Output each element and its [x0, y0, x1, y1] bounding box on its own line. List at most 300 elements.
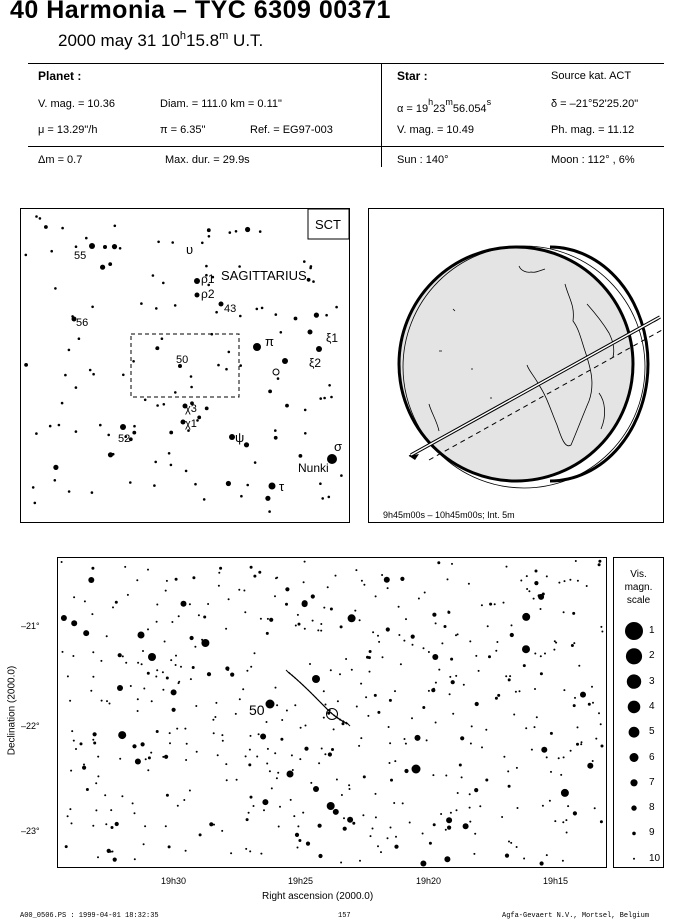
- detail-star: [570, 750, 572, 752]
- detail-star: [470, 743, 472, 745]
- detail-star: [481, 604, 483, 606]
- detail-star: [575, 560, 577, 562]
- finder-star: [203, 498, 206, 501]
- detail-star: [323, 607, 325, 609]
- detail-star: [474, 788, 478, 792]
- detail-star: [449, 693, 451, 695]
- detail-star: [119, 758, 121, 760]
- detail-star: [574, 697, 576, 699]
- detail-star: [132, 802, 134, 804]
- detail-star: [263, 809, 265, 811]
- detail-star: [298, 839, 301, 842]
- finder-bright-star: [219, 302, 224, 307]
- detail-star: [375, 816, 377, 818]
- finder-star: [54, 479, 57, 482]
- detail-star: [387, 587, 389, 589]
- detail-star: [588, 703, 591, 706]
- detail-star: [246, 670, 248, 672]
- detail-star: [455, 634, 457, 636]
- detail-star: [460, 736, 464, 740]
- detail-star: [137, 698, 139, 700]
- y-tick-label: –22°: [21, 721, 40, 731]
- detail-star: [110, 809, 112, 811]
- detail-star: [147, 569, 149, 571]
- finder-star: [54, 287, 57, 290]
- detail-star: [444, 856, 450, 862]
- detail-star: [69, 700, 71, 702]
- detail-star: [432, 774, 434, 776]
- finder-star: [330, 396, 333, 399]
- detail-star: [134, 812, 136, 814]
- finder-star: [119, 247, 122, 250]
- detail-star: [435, 622, 437, 624]
- detail-star: [92, 825, 94, 827]
- scale-label: 8: [649, 802, 655, 814]
- detail-star: [501, 816, 503, 818]
- detail-star: [409, 822, 411, 824]
- finder-star: [78, 337, 81, 340]
- detail-star: [534, 581, 538, 585]
- finder-star: [50, 250, 53, 253]
- finder-star: [156, 346, 160, 350]
- detail-star: [359, 860, 361, 862]
- detail-star: [360, 683, 362, 685]
- detail-star: [573, 704, 576, 707]
- detail-star: [381, 574, 383, 576]
- star-label-rho2: ρ2: [201, 287, 215, 301]
- detail-star: [192, 576, 195, 579]
- detail-star: [113, 858, 117, 862]
- finder-star: [268, 510, 271, 513]
- detail-star: [275, 687, 277, 689]
- detail-star: [511, 624, 513, 626]
- detail-star: [563, 756, 565, 758]
- detail-star: [69, 808, 71, 810]
- detail-star: [97, 756, 99, 758]
- detail-star: [540, 672, 543, 675]
- detail-star: [196, 751, 198, 753]
- detail-star: [569, 579, 571, 581]
- finder-star: [314, 313, 319, 318]
- detail-star: [452, 713, 454, 715]
- detail-star: [166, 677, 169, 680]
- detail-star: [88, 577, 94, 583]
- detail-star: [487, 625, 489, 627]
- detail-star: [312, 675, 320, 683]
- finder-star: [228, 351, 231, 354]
- detail-star: [405, 618, 407, 620]
- finder-star: [44, 225, 48, 229]
- detail-star: [336, 779, 338, 781]
- finder-star: [304, 432, 307, 435]
- finder-star: [53, 465, 58, 470]
- detail-star: [331, 748, 334, 751]
- detail-star: [141, 742, 145, 746]
- finder-star: [129, 481, 132, 484]
- detail-star: [318, 854, 322, 858]
- finder-star: [277, 377, 280, 380]
- footer-publisher: Agfa-Gevaert N.V., Mortsel, Belgium: [502, 912, 650, 920]
- detail-star: [522, 645, 530, 653]
- detail-star: [377, 635, 379, 637]
- detail-star: [62, 651, 64, 653]
- detail-star: [488, 655, 491, 658]
- detail-star: [394, 845, 398, 849]
- detail-star: [356, 706, 358, 708]
- finder-star: [108, 262, 112, 266]
- detail-star: [274, 752, 276, 754]
- finder-star: [312, 280, 315, 283]
- finder-star: [162, 282, 165, 285]
- finder-star: [239, 364, 242, 367]
- detail-star: [302, 812, 304, 814]
- detail-star: [554, 820, 556, 822]
- detail-star: [404, 769, 408, 773]
- finder-star: [274, 436, 278, 440]
- detail-star: [201, 639, 209, 647]
- detail-star: [302, 600, 308, 606]
- finder-bright-star: [194, 278, 200, 284]
- detail-star: [540, 655, 542, 657]
- detail-star: [127, 594, 129, 596]
- finder-star: [35, 215, 38, 218]
- detail-star: [80, 742, 83, 745]
- finder-star: [229, 231, 232, 234]
- finder-star: [39, 217, 42, 220]
- detail-star: [199, 833, 202, 836]
- detail-star: [423, 647, 425, 649]
- detail-star: [266, 763, 268, 765]
- detail-star: [594, 807, 596, 809]
- detail-star: [479, 805, 481, 807]
- finder-star: [328, 496, 331, 499]
- detail-star: [418, 598, 420, 600]
- table-column-divider: [381, 63, 382, 167]
- detail-star: [150, 752, 152, 754]
- detail-star: [509, 675, 511, 677]
- finder-star: [294, 317, 298, 321]
- detail-star: [441, 642, 443, 644]
- star-vmag: V. mag. = 10.49: [397, 124, 474, 136]
- scale-label: 5: [649, 726, 655, 738]
- detail-star: [228, 598, 230, 600]
- detail-star: [450, 812, 452, 814]
- detail-star: [516, 846, 518, 848]
- constellation-name: SAGITTARIUS: [221, 268, 307, 283]
- detail-star: [340, 625, 343, 628]
- detail-star: [538, 594, 541, 597]
- y-tick-label: –21°: [21, 621, 40, 631]
- scale-label: 1: [649, 625, 655, 636]
- finder-star: [335, 306, 338, 309]
- detail-star: [481, 746, 483, 748]
- detail-star: [185, 759, 187, 761]
- finder-star: [254, 461, 257, 464]
- finder-star: [245, 227, 250, 232]
- finder-bright-star: [103, 245, 107, 249]
- detail-star: [578, 665, 580, 667]
- detail-star: [304, 747, 308, 751]
- finder-star: [323, 397, 326, 400]
- detail-star: [189, 603, 191, 605]
- detail-star: [310, 782, 312, 784]
- finder-star: [174, 391, 177, 394]
- detail-star: [304, 561, 306, 563]
- detail-star: [352, 822, 355, 825]
- detail-star: [494, 603, 496, 605]
- finder-star: [85, 237, 88, 240]
- detail-star: [95, 809, 97, 811]
- detail-star: [274, 595, 276, 597]
- detail-star: [445, 829, 447, 831]
- detail-star: [508, 678, 511, 681]
- detail-star: [181, 601, 187, 607]
- detail-star: [166, 580, 168, 582]
- detail-star: [380, 851, 382, 853]
- finder-star: [170, 464, 173, 467]
- detail-star: [97, 856, 99, 858]
- detail-star: [581, 741, 583, 743]
- detail-star: [95, 782, 97, 784]
- detail-star: [175, 655, 177, 657]
- detail-star: [428, 651, 430, 653]
- detail-star: [170, 659, 172, 661]
- detail-star: [306, 842, 310, 846]
- detail-star: [190, 636, 194, 640]
- detail-star: [112, 606, 114, 608]
- detail-star: [222, 740, 224, 742]
- detail-star: [339, 673, 341, 675]
- detail-star: [485, 779, 488, 782]
- detail-star: [358, 745, 360, 747]
- detail-star: [189, 790, 191, 792]
- detail-star: [248, 812, 250, 814]
- detail-star: [573, 642, 575, 644]
- detail-star: [445, 775, 447, 777]
- detail-star: [168, 845, 171, 848]
- detail-star: [525, 727, 527, 729]
- detail-star: [600, 820, 603, 823]
- detail-star: [433, 688, 435, 690]
- detail-star: [400, 577, 404, 581]
- star-label-tau: τ: [279, 479, 285, 494]
- detail-star: [457, 792, 459, 794]
- finder-star: [24, 363, 28, 367]
- detail-star: [503, 756, 505, 758]
- finder-star: [256, 308, 259, 311]
- detail-star: [118, 731, 126, 739]
- detail-star: [327, 802, 335, 810]
- detail-star: [540, 608, 542, 610]
- delta-magnitude: Δm = 0.7: [38, 154, 83, 166]
- detail-star: [225, 763, 227, 765]
- detail-star: [522, 613, 530, 621]
- finder-star: [25, 254, 28, 257]
- detail-star: [359, 619, 361, 621]
- finder-star: [49, 425, 52, 428]
- detail-star: [432, 654, 438, 660]
- star-heading: Star :: [397, 69, 428, 83]
- detail-star: [214, 716, 216, 718]
- finder-star: [144, 399, 147, 402]
- finder-star: [75, 245, 78, 248]
- detail-star: [148, 756, 151, 759]
- detail-star: [475, 655, 477, 657]
- detail-star: [330, 669, 332, 671]
- finder-star: [34, 502, 37, 505]
- detail-star: [277, 772, 279, 774]
- detail-star: [435, 722, 437, 724]
- detail-star: [471, 725, 473, 727]
- detail-star: [592, 760, 594, 762]
- detail-star: [343, 817, 345, 819]
- detail-star: [489, 603, 492, 606]
- detail-star: [61, 561, 63, 563]
- detail-star: [400, 663, 402, 665]
- detail-star: [304, 628, 306, 630]
- detail-star: [342, 722, 345, 725]
- finder-star: [185, 470, 188, 473]
- detail-star: [248, 763, 251, 766]
- detail-star: [90, 690, 92, 692]
- detail-star: [124, 566, 126, 568]
- detail-star: [260, 734, 266, 740]
- finder-star: [261, 307, 264, 310]
- finder-star: [201, 242, 204, 245]
- detail-star: [258, 571, 261, 574]
- detail-star: [275, 577, 277, 579]
- finder-star: [161, 337, 164, 340]
- finder-bright-star: [89, 243, 95, 249]
- detail-star: [323, 690, 325, 692]
- detail-star: [165, 825, 167, 827]
- detail-star: [411, 717, 413, 719]
- detail-star: [592, 702, 594, 704]
- detail-star: [143, 688, 145, 690]
- detail-star: [372, 631, 374, 633]
- detail-star: [360, 737, 362, 739]
- detail-star: [412, 644, 414, 646]
- finder-star: [319, 482, 322, 485]
- detail-star: [115, 601, 118, 604]
- finder-bright-star: [120, 424, 126, 430]
- detail-star: [377, 845, 379, 847]
- detail-star: [573, 811, 577, 815]
- detail-star: [348, 614, 356, 622]
- detail-star: [250, 735, 252, 737]
- finder-star: [259, 230, 262, 233]
- detail-star: [267, 748, 269, 750]
- star-label-sigma: σ: [334, 439, 343, 454]
- detail-star: [394, 690, 396, 692]
- detail-star: [415, 735, 421, 741]
- detail-star: [553, 649, 555, 651]
- detail-star: [112, 851, 114, 853]
- detail-star: [242, 688, 244, 690]
- detail-star: [405, 743, 407, 745]
- finder-star: [240, 495, 243, 498]
- detail-star: [155, 676, 157, 678]
- planet-reference: Ref. = EG97-003: [250, 124, 333, 136]
- detail-star: [61, 615, 67, 621]
- detail-star: [180, 666, 182, 668]
- detail-star: [292, 769, 294, 771]
- detail-star: [299, 758, 301, 760]
- scale-label: 10: [649, 852, 661, 864]
- scale-dot: [627, 674, 641, 688]
- detail-star: [375, 793, 377, 795]
- scale-label: 2: [649, 650, 655, 662]
- detail-star: [207, 672, 211, 676]
- detail-star: [93, 742, 96, 745]
- finder-star: [226, 481, 231, 486]
- detail-star: [384, 577, 390, 583]
- detail-star: [468, 583, 470, 585]
- finder-star: [319, 397, 322, 400]
- detail-star: [145, 758, 147, 760]
- detail-star: [365, 696, 367, 698]
- detail-star: [70, 770, 72, 772]
- detail-star: [440, 813, 442, 815]
- detail-star: [564, 580, 566, 582]
- detail-star: [221, 830, 223, 832]
- finder-star: [275, 313, 278, 316]
- detail-star: [526, 575, 528, 577]
- detail-star: [433, 823, 436, 826]
- star-source: Source kat. ACT: [551, 70, 632, 82]
- detail-star: [100, 660, 102, 662]
- detail-star: [280, 738, 283, 741]
- detail-star: [178, 615, 180, 617]
- detail-star: [587, 763, 593, 769]
- detail-star: [184, 728, 186, 730]
- detail-star: [531, 749, 533, 751]
- detail-star: [428, 690, 430, 692]
- finder-star: [274, 429, 277, 432]
- detail-star: [377, 711, 380, 714]
- detail-star: [125, 662, 127, 664]
- detail-star: [324, 753, 326, 755]
- detail-star: [320, 623, 322, 625]
- detail-star: [363, 584, 365, 586]
- detail-star: [398, 634, 400, 636]
- detail-star: [118, 653, 122, 657]
- finder-star: [91, 491, 94, 494]
- detail-star: [325, 704, 327, 706]
- finder-star: [197, 416, 201, 420]
- detail-star: [256, 756, 258, 758]
- detail-star: [297, 847, 299, 849]
- finder-star: [340, 474, 343, 477]
- finder-star: [215, 311, 218, 314]
- detail-star: [517, 807, 519, 809]
- scale-label: 9: [649, 827, 655, 839]
- detail-star: [91, 567, 94, 570]
- finder-star: [171, 241, 174, 244]
- detail-star: [67, 815, 69, 817]
- detail-star: [510, 842, 512, 844]
- detail-star: [348, 784, 350, 786]
- detail-star: [333, 728, 335, 730]
- detail-star: [540, 861, 544, 865]
- finder-star: [235, 230, 238, 233]
- detail-star: [558, 582, 560, 584]
- detail-star: [190, 678, 192, 680]
- detail-star: [426, 739, 428, 741]
- detail-star: [297, 825, 299, 827]
- detail-star: [92, 739, 94, 741]
- detail-star: [230, 673, 234, 677]
